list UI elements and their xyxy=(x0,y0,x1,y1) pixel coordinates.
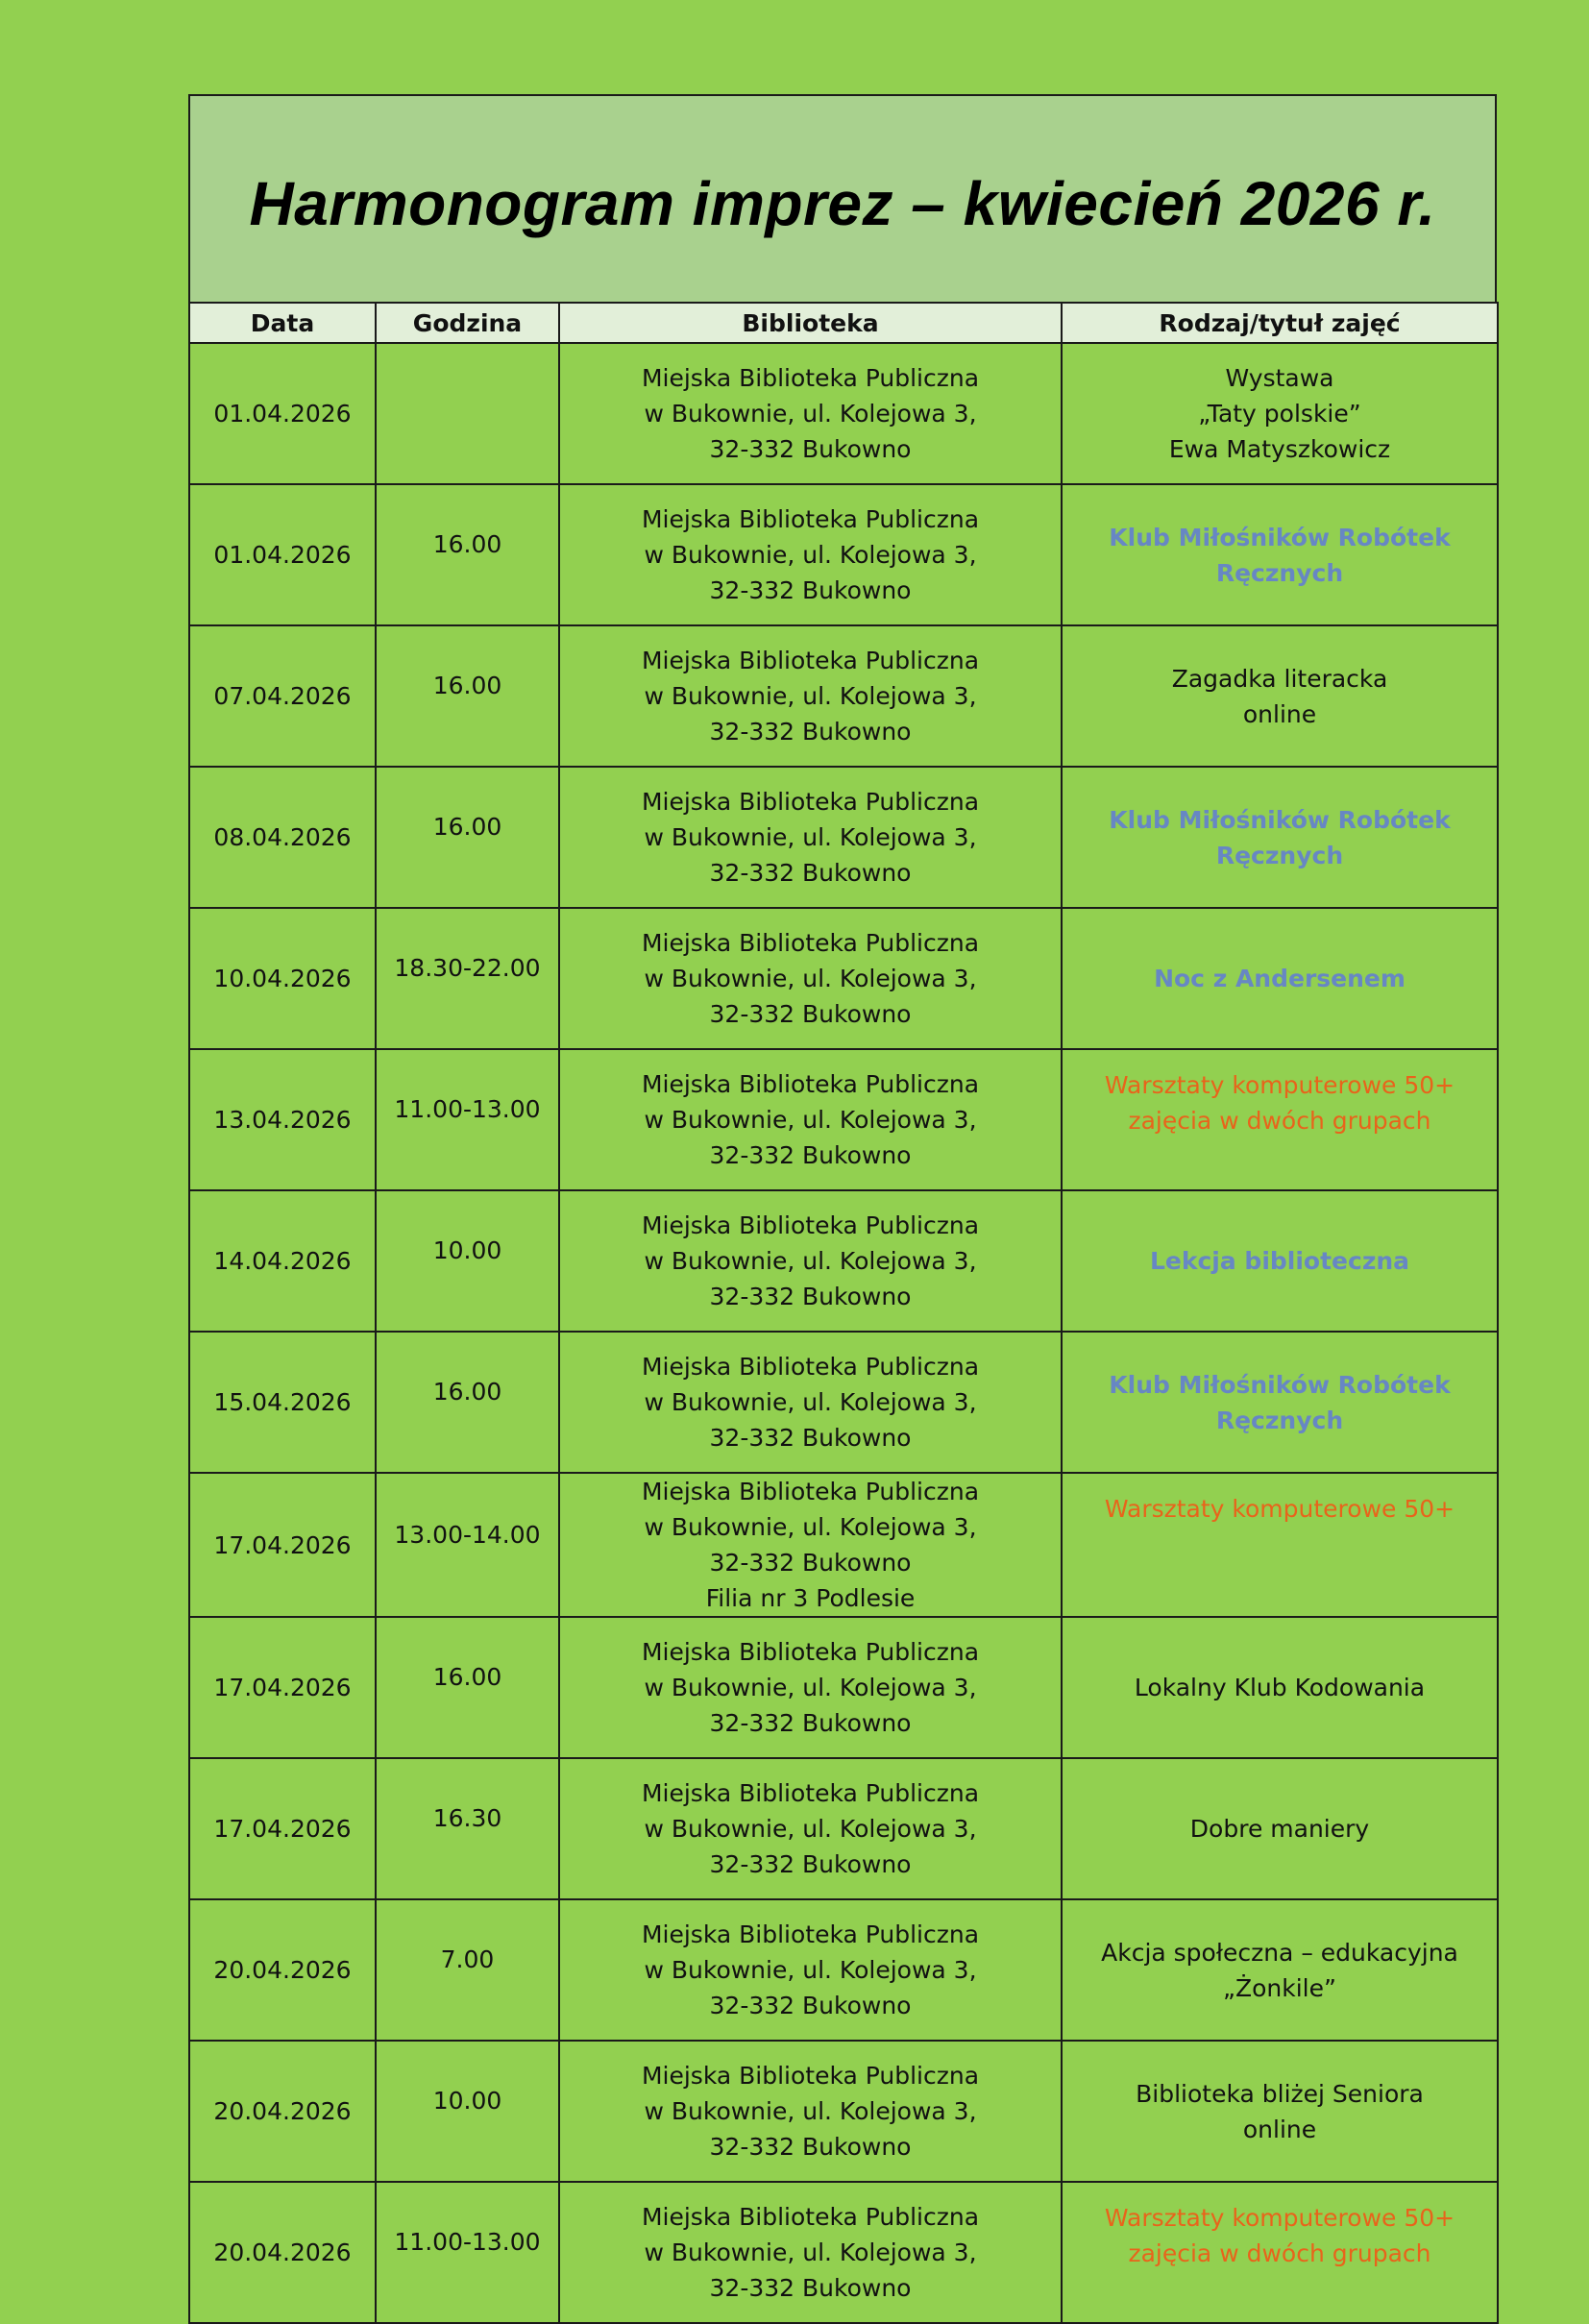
library-cell xyxy=(559,2182,1062,2323)
library-cell xyxy=(559,484,1062,625)
library-line: 32-332 Bukowno xyxy=(709,718,912,746)
event-type-line: Akcja społeczna – edukacyjna xyxy=(1101,1938,1458,1967)
library-line: 32-332 Bukowno xyxy=(709,576,912,604)
library-cell xyxy=(559,2041,1062,2182)
library-line: w Bukownie, ul. Kolejowa 3, xyxy=(644,1956,977,1984)
library-line: w Bukownie, ul. Kolejowa 3, xyxy=(644,1513,977,1541)
library-line: 32-332 Bukowno xyxy=(709,1283,912,1310)
library-line: w Bukownie, ul. Kolejowa 3, xyxy=(644,2097,977,2125)
event-type-cell xyxy=(1062,1758,1498,1899)
schedule-table xyxy=(188,302,1499,2324)
date-cell: 17.04.2026 xyxy=(189,1617,376,1758)
time-cell: 11.00-13.00 xyxy=(376,2182,559,2323)
library-line: w Bukownie, ul. Kolejowa 3, xyxy=(644,1106,977,1134)
event-type-line: Warsztaty komputerowe 50+ xyxy=(1104,1495,1455,1523)
event-type-line: Ewa Matyszkowicz xyxy=(1168,435,1391,463)
library-cell xyxy=(559,908,1062,1049)
time-cell: 16.00 xyxy=(376,484,559,625)
date-cell: 20.04.2026 xyxy=(189,1899,376,2041)
library-cell xyxy=(559,625,1062,767)
table-row xyxy=(189,1617,1498,1758)
library-line: Miejska Biblioteka Publiczna xyxy=(641,788,980,816)
table-row xyxy=(189,908,1498,1049)
library-line: 32-332 Bukowno xyxy=(709,1992,912,2019)
library-line: w Bukownie, ul. Kolejowa 3, xyxy=(644,823,977,851)
event-type-line: Ręcznych xyxy=(1215,841,1344,869)
date-cell: 07.04.2026 xyxy=(189,625,376,767)
event-type-cell xyxy=(1062,1617,1498,1758)
date-cell: 01.04.2026 xyxy=(189,484,376,625)
table-row xyxy=(189,625,1498,767)
time-cell: 16.30 xyxy=(376,1758,559,1899)
header-time: Godzina xyxy=(376,303,559,343)
table-row xyxy=(189,1190,1498,1332)
table-body xyxy=(189,343,1498,2323)
library-line: 32-332 Bukowno xyxy=(709,1850,912,1878)
time-cell: 18.30-22.00 xyxy=(376,908,559,1049)
event-type-cell xyxy=(1062,908,1498,1049)
event-type-line: Klub Miłośników Robótek xyxy=(1109,1370,1451,1399)
event-type-line: Klub Miłośników Robótek xyxy=(1109,805,1451,834)
library-line: w Bukownie, ul. Kolejowa 3, xyxy=(644,1388,977,1416)
library-line: w Bukownie, ul. Kolejowa 3, xyxy=(644,541,977,569)
table-row xyxy=(189,1758,1498,1899)
table-row xyxy=(189,2182,1498,2323)
event-type-line: „Taty polskie” xyxy=(1198,400,1361,428)
library-cell xyxy=(559,1899,1062,2041)
library-cell xyxy=(559,1758,1062,1899)
event-type-cell xyxy=(1062,625,1498,767)
library-line: Miejska Biblioteka Publiczna xyxy=(641,1779,980,1807)
event-type-line: online xyxy=(1242,2115,1317,2143)
library-cell xyxy=(559,343,1062,484)
library-line: 32-332 Bukowno xyxy=(709,2133,912,2161)
event-type-line: zajęcia w dwóch grupach xyxy=(1128,1107,1431,1135)
library-line: Miejska Biblioteka Publiczna xyxy=(641,1070,980,1098)
library-line: w Bukownie, ul. Kolejowa 3, xyxy=(644,2238,977,2266)
date-cell: 17.04.2026 xyxy=(189,1473,376,1617)
library-line: 32-332 Bukowno xyxy=(709,1549,912,1577)
event-type-cell xyxy=(1062,1899,1498,2041)
event-type-cell xyxy=(1062,767,1498,908)
table-row xyxy=(189,343,1498,484)
library-cell xyxy=(559,1332,1062,1473)
event-type-line: Dobre maniery xyxy=(1189,1815,1370,1843)
header-library: Biblioteka xyxy=(559,303,1062,343)
date-cell: 01.04.2026 xyxy=(189,343,376,484)
date-cell: 20.04.2026 xyxy=(189,2041,376,2182)
time-cell: 7.00 xyxy=(376,1899,559,2041)
library-line: 32-332 Bukowno xyxy=(709,859,912,887)
library-line: Miejska Biblioteka Publiczna xyxy=(641,929,980,957)
date-cell: 14.04.2026 xyxy=(189,1190,376,1332)
library-line: 32-332 Bukowno xyxy=(709,1000,912,1028)
library-line: 32-332 Bukowno xyxy=(709,1709,912,1737)
library-cell xyxy=(559,767,1062,908)
library-line: w Bukownie, ul. Kolejowa 3, xyxy=(644,682,977,710)
library-line: Miejska Biblioteka Publiczna xyxy=(641,1353,980,1381)
time-cell: 11.00-13.00 xyxy=(376,1049,559,1190)
library-cell xyxy=(559,1049,1062,1190)
library-line: 32-332 Bukowno xyxy=(709,435,912,463)
library-line: 32-332 Bukowno xyxy=(709,1424,912,1452)
library-line: 32-332 Bukowno xyxy=(709,1141,912,1169)
library-cell xyxy=(559,1473,1062,1617)
event-type-cell xyxy=(1062,1049,1498,1190)
event-type-line: Klub Miłośników Robótek xyxy=(1109,523,1451,551)
event-type-line: Zagadka literacka xyxy=(1171,664,1388,693)
event-type-line: Biblioteka bliżej Seniora xyxy=(1136,2079,1424,2108)
library-line: Miejska Biblioteka Publiczna xyxy=(641,364,980,392)
library-line: w Bukownie, ul. Kolejowa 3, xyxy=(644,1815,977,1843)
time-cell: 16.00 xyxy=(376,767,559,908)
library-line: Miejska Biblioteka Publiczna xyxy=(641,1478,980,1505)
table-row xyxy=(189,767,1498,908)
event-type-cell xyxy=(1062,343,1498,484)
event-type-line: zajęcia w dwóch grupach xyxy=(1128,2239,1431,2267)
event-type-line: Warsztaty komputerowe 50+ xyxy=(1104,2204,1455,2232)
date-cell: 13.04.2026 xyxy=(189,1049,376,1190)
header-row xyxy=(189,303,1498,343)
table-row xyxy=(189,484,1498,625)
time-cell: 10.00 xyxy=(376,2041,559,2182)
header-type: Rodzaj/tytuł zajęć xyxy=(1062,303,1498,343)
library-line: 32-332 Bukowno xyxy=(709,2274,912,2302)
time-cell: 16.00 xyxy=(376,1617,559,1758)
library-line: Miejska Biblioteka Publiczna xyxy=(641,505,980,533)
library-line: Filia nr 3 Podlesie xyxy=(705,1584,916,1612)
page-title: Harmonogram imprez – kwiecień 2026 r. xyxy=(249,169,1436,238)
table-row xyxy=(189,1473,1498,1617)
schedule-sheet xyxy=(188,94,1497,2324)
table-row xyxy=(189,2041,1498,2182)
library-line: Miejska Biblioteka Publiczna xyxy=(641,2203,980,2231)
library-line: Miejska Biblioteka Publiczna xyxy=(641,1920,980,1948)
time-cell xyxy=(376,343,559,484)
event-type-line: Wystawa xyxy=(1225,364,1334,392)
time-cell: 16.00 xyxy=(376,1332,559,1473)
event-type-cell xyxy=(1062,484,1498,625)
library-line: w Bukownie, ul. Kolejowa 3, xyxy=(644,965,977,992)
event-type-cell xyxy=(1062,2182,1498,2323)
event-type-line: online xyxy=(1242,699,1317,728)
library-line: w Bukownie, ul. Kolejowa 3, xyxy=(644,1674,977,1701)
library-line: Miejska Biblioteka Publiczna xyxy=(641,2062,980,2090)
event-type-line: „Żonkile” xyxy=(1223,1973,1336,2002)
event-type-line: Lokalny Klub Kodowania xyxy=(1134,1674,1426,1701)
event-type-line: Warsztaty komputerowe 50+ xyxy=(1104,1071,1455,1099)
library-cell xyxy=(559,1617,1062,1758)
event-type-line: Ręcznych xyxy=(1215,1406,1344,1434)
date-cell: 15.04.2026 xyxy=(189,1332,376,1473)
time-cell: 13.00-14.00 xyxy=(376,1473,559,1617)
date-cell: 10.04.2026 xyxy=(189,908,376,1049)
event-type-line: Noc z Andersenem xyxy=(1154,965,1406,992)
table-row xyxy=(189,1049,1498,1190)
library-line: w Bukownie, ul. Kolejowa 3, xyxy=(644,400,977,428)
library-line: w Bukownie, ul. Kolejowa 3, xyxy=(644,1247,977,1275)
library-line: Miejska Biblioteka Publiczna xyxy=(641,1211,980,1239)
time-cell: 10.00 xyxy=(376,1190,559,1332)
library-cell xyxy=(559,1190,1062,1332)
table-row xyxy=(189,1899,1498,2041)
title-box xyxy=(188,94,1497,302)
event-type-line: Lekcja biblioteczna xyxy=(1149,1247,1410,1275)
event-type-cell xyxy=(1062,1473,1498,1617)
table-row xyxy=(189,1332,1498,1473)
event-type-line: Ręcznych xyxy=(1215,558,1344,587)
library-line: Miejska Biblioteka Publiczna xyxy=(641,1638,980,1666)
header-date: Data xyxy=(189,303,376,343)
time-cell: 16.00 xyxy=(376,625,559,767)
date-cell: 17.04.2026 xyxy=(189,1758,376,1899)
date-cell: 08.04.2026 xyxy=(189,767,376,908)
library-line: Miejska Biblioteka Publiczna xyxy=(641,647,980,674)
event-type-cell xyxy=(1062,1332,1498,1473)
date-cell: 20.04.2026 xyxy=(189,2182,376,2323)
event-type-cell xyxy=(1062,1190,1498,1332)
event-type-cell xyxy=(1062,2041,1498,2182)
